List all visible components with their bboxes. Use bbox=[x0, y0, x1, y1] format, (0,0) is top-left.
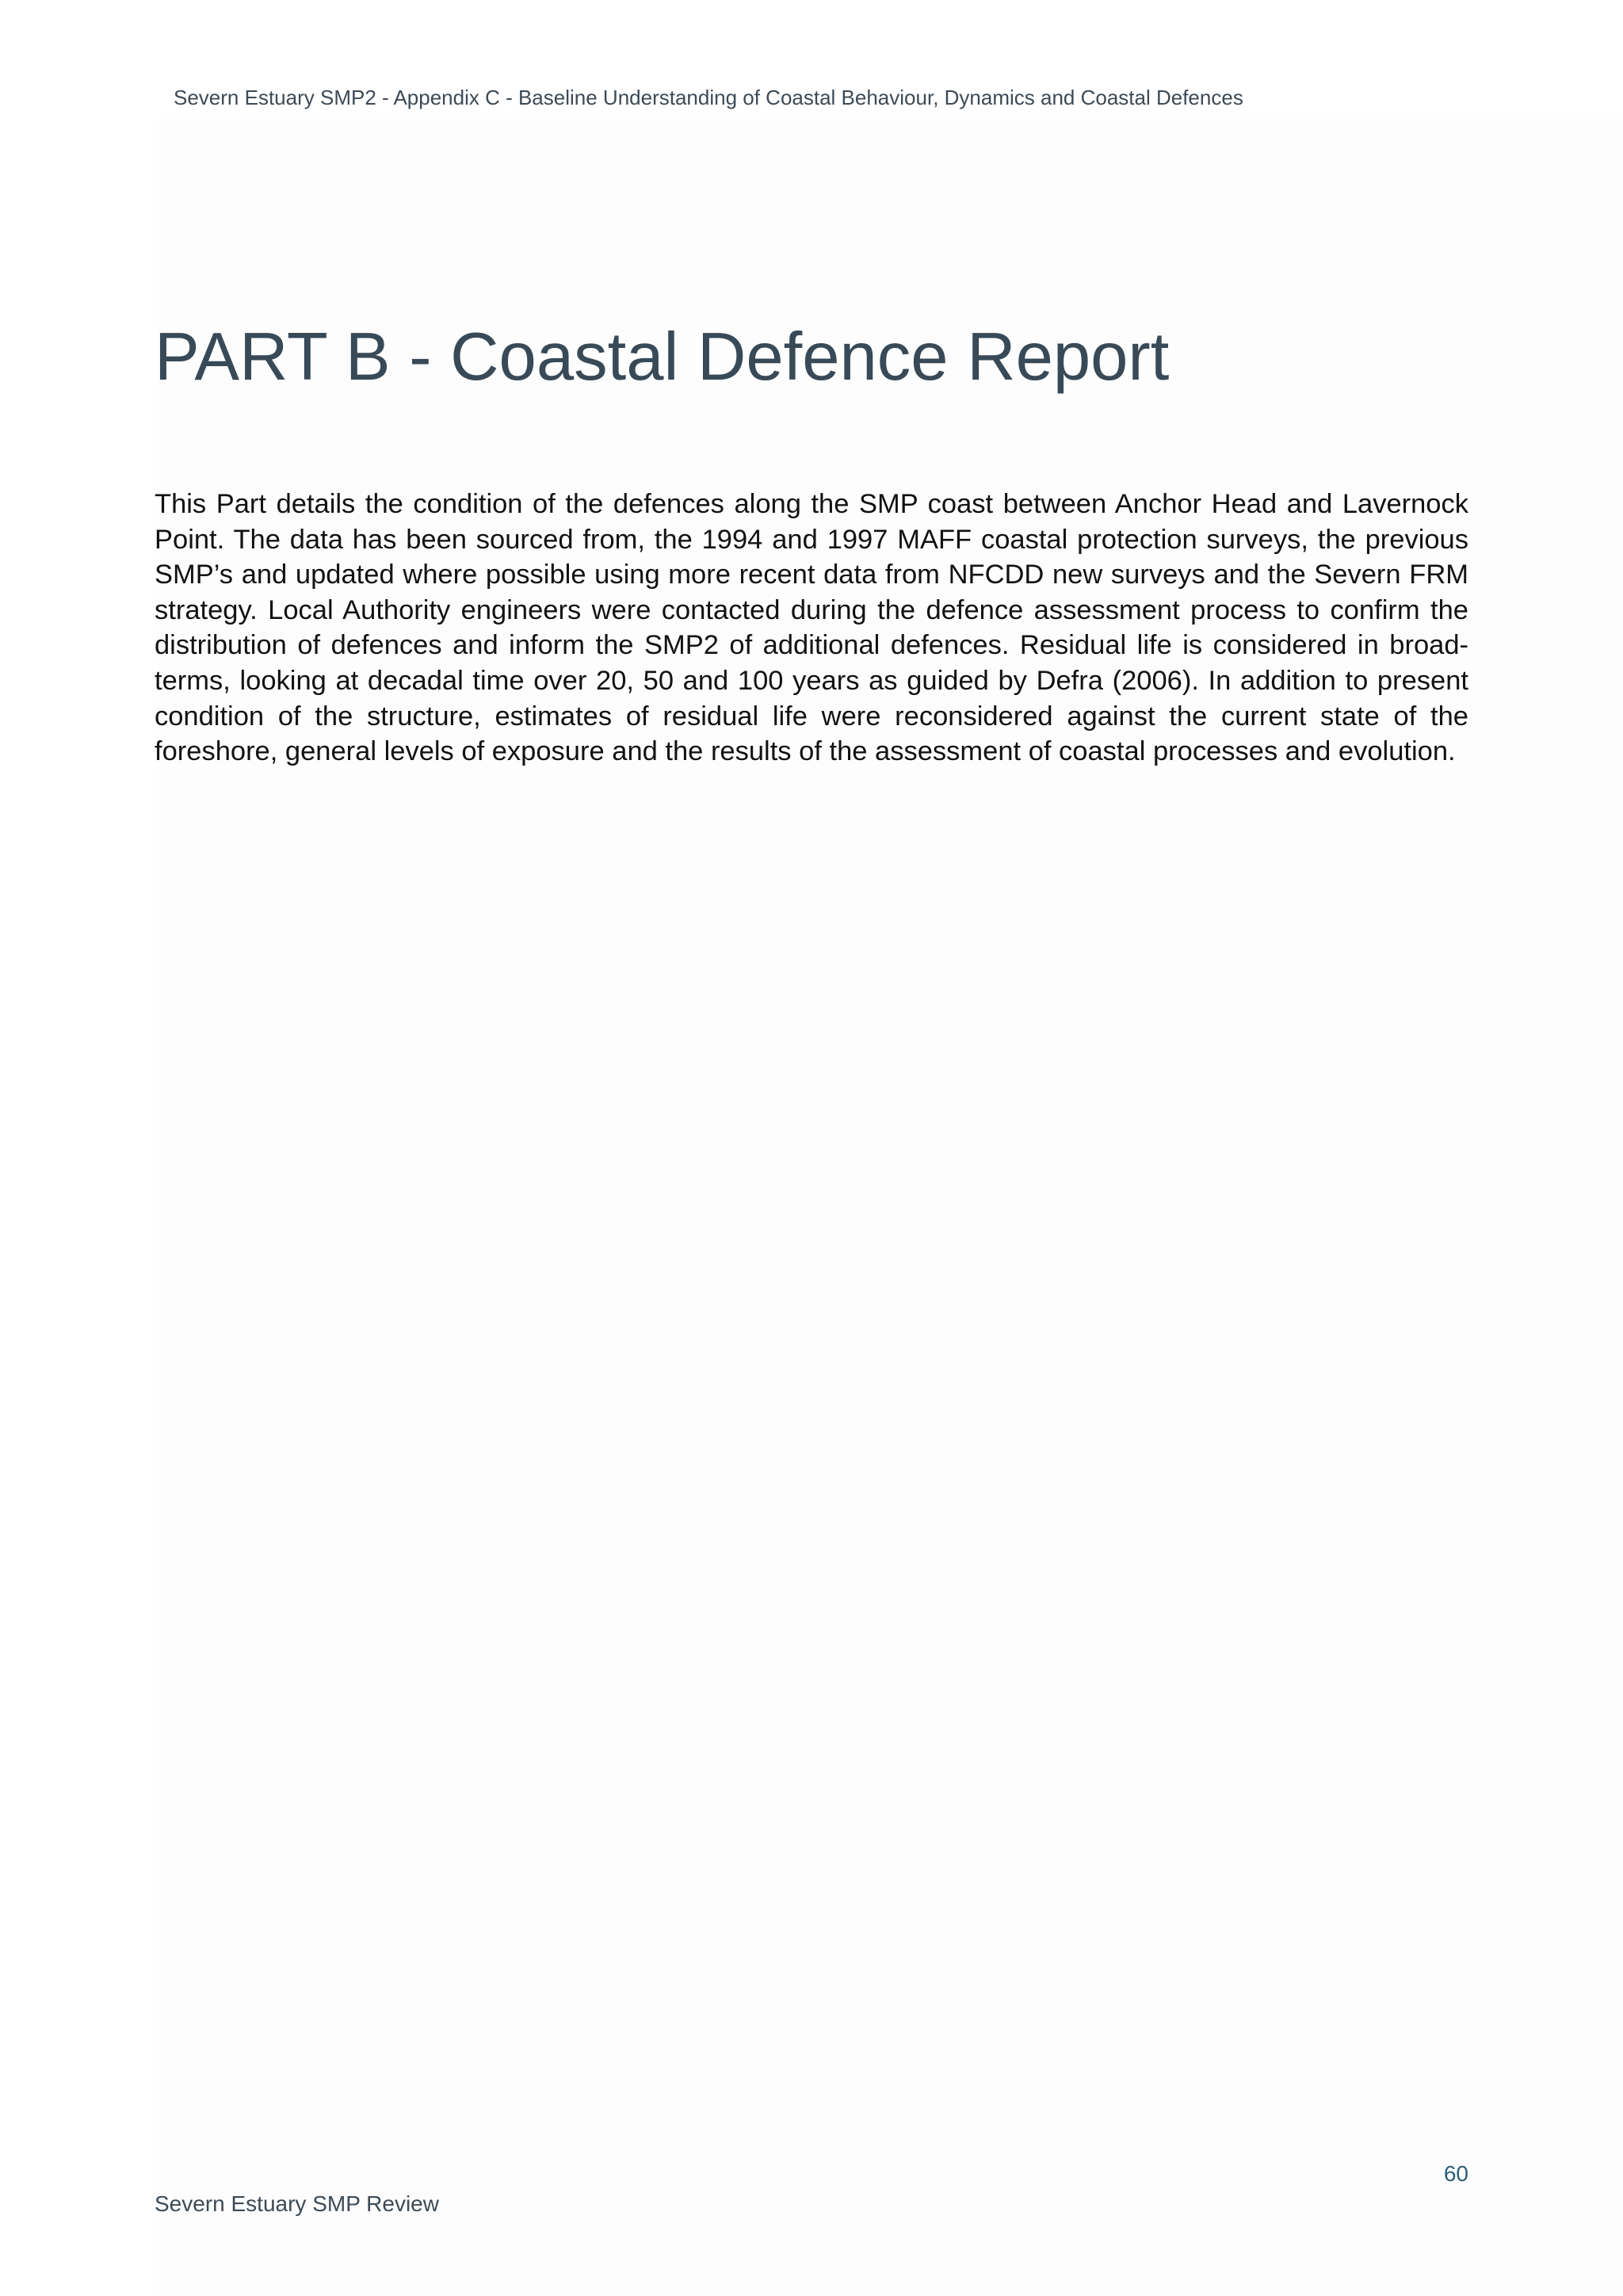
intro-paragraph: This Part details the condition of the defences along the SMP coast between Anchor Head and Lavernock Point. The data has been sourced from, the 1994 and 1997 MAFF coastal protection surveys, the previous SMP’s and updated where possible using more recent data from NFCDD new surveys and the Severn FRM strategy. Local Authority engineers were contacted during the defence assessment process to confirm the distribution of defences and inform the SMP2 of additional defences. Residual life is considered in broad-terms, looking at decadal time over 20, 50 and 100 years as guided by Defra (2006). In addition to present condition of the structure, estimates of residual life were reconsidered against the current state of the foreshore, general levels of exposure and the results of the assessment of coastal processes and evolution. bbox=[155, 489, 1468, 767]
part-title: PART B - Coastal Defence Report bbox=[155, 319, 1170, 395]
page-content-panel bbox=[158, 119, 1623, 2296]
running-footer: Severn Estuary SMP Review bbox=[155, 2191, 439, 2216]
running-header: Severn Estuary SMP2 - Appendix C - Baseline Understanding of Coastal Behaviour, Dynamics and Coastal Defences bbox=[174, 86, 1243, 109]
page-number: 60 bbox=[1443, 2161, 1468, 2186]
